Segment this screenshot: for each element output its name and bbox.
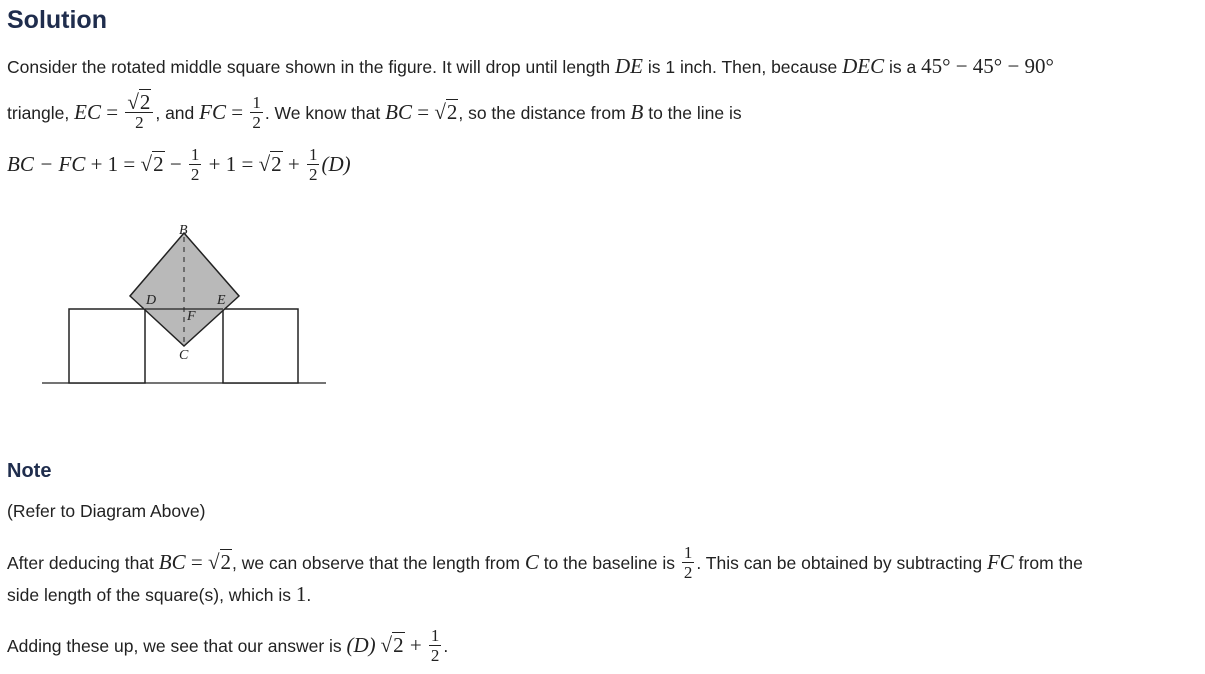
math-C: C — [524, 550, 539, 575]
radicand: 2 — [271, 152, 282, 177]
label-B: B — [179, 223, 188, 238]
sqrt-2: √2 — [380, 633, 404, 658]
text-run: is 1 inch. Then, because — [642, 57, 843, 77]
left-square — [69, 309, 145, 383]
text-run: , so the distance from — [458, 103, 631, 124]
text-run: Adding these up, we see that our answer is — [7, 636, 347, 657]
radicand: 2 — [153, 152, 164, 177]
fraction-numerator: 1 — [252, 93, 261, 112]
text-run: from the — [1013, 553, 1083, 574]
fraction-sqrt2-over-2 — [125, 90, 153, 132]
text-run: . This can be obtained by subtracting — [696, 553, 987, 574]
text-run: side length of the square(s), which is — [7, 585, 296, 605]
fraction-one-half — [307, 146, 320, 183]
math-BC-minus-FC: BC − FC — [7, 152, 86, 177]
math-FC: FC — [986, 550, 1014, 575]
math-minus: − — [164, 152, 187, 177]
solution-paragraph-1 — [7, 54, 1054, 79]
math-angles: 45° − 45° − 90° — [921, 54, 1054, 78]
fraction-numerator: 1 — [190, 145, 200, 164]
note-refer: (Refer to Diagram Above) — [7, 501, 206, 521]
fraction-denominator: 2 — [252, 113, 261, 132]
radical-sign: √ — [127, 90, 139, 114]
math-BC: BC — [158, 550, 186, 575]
text-run: . — [306, 585, 312, 605]
label-F: F — [187, 309, 196, 324]
text-run: . — [443, 636, 449, 657]
solution-heading: Solution — [7, 6, 107, 34]
note-paragraph-2 — [7, 582, 311, 607]
math-B: B — [630, 100, 644, 125]
solution-equation — [7, 145, 351, 185]
math-plus-one-equals: + 1 = — [203, 152, 259, 177]
radicand: 2 — [393, 633, 404, 658]
math-answer-D: (D) — [321, 152, 351, 177]
fraction-denominator: 2 — [430, 646, 440, 665]
text-run: triangle, — [7, 103, 75, 124]
math-equals: = — [100, 100, 124, 125]
text-run: to the baseline is — [538, 553, 680, 574]
math-plus-one-equals: + 1 = — [85, 152, 141, 177]
text-run: Consider the rotated middle square shown in the figure. It will drop until length — [7, 57, 615, 77]
fraction-one-half — [682, 544, 695, 581]
math-equals: = — [185, 550, 208, 575]
label-C: C — [179, 348, 189, 363]
sqrt-2: √2 — [207, 550, 231, 575]
text-run: is a — [884, 57, 922, 77]
math-answer-D: (D) — [346, 633, 376, 658]
math-EC: EC — [74, 100, 101, 125]
note-paragraph-1 — [7, 543, 1083, 583]
text-run: After deducing that — [7, 553, 159, 574]
label-D: D — [146, 293, 157, 308]
sqrt-2: √2 — [434, 100, 458, 125]
math-equals: = — [411, 100, 435, 125]
fraction-denominator: 2 — [190, 165, 200, 184]
sqrt-2: √2 — [140, 152, 164, 177]
fraction-denominator: 2 — [683, 563, 693, 582]
text-run: , and — [155, 103, 200, 124]
fraction-numerator: 1 — [430, 626, 440, 645]
note-paragraph-3 — [7, 626, 449, 666]
math-plus: + — [404, 633, 427, 658]
fraction-numerator: 1 — [683, 543, 693, 562]
math-equals: = — [225, 100, 249, 125]
radicand: 2 — [220, 550, 231, 575]
fraction-one-half — [429, 627, 442, 664]
right-square — [223, 309, 298, 383]
label-E: E — [217, 293, 226, 308]
math-one: 1 — [295, 582, 307, 606]
radicand: 2 — [139, 90, 151, 114]
radicand: 2 — [446, 100, 458, 125]
math-DE: DE — [614, 54, 643, 78]
fraction-one-half — [189, 146, 202, 183]
fraction-denominator: 2 — [135, 113, 144, 132]
math-FC: FC — [199, 100, 226, 125]
math-DEC: DEC — [842, 54, 885, 78]
text-run: . We know that — [264, 103, 386, 124]
sqrt-2: √2 — [258, 152, 282, 177]
math-plus: + — [282, 152, 305, 177]
fraction-denominator: 2 — [308, 165, 318, 184]
fraction-one-half — [250, 94, 263, 131]
text-run: to the line is — [643, 103, 742, 124]
solution-paragraph-2 — [7, 90, 742, 133]
squares-diagram — [35, 215, 335, 395]
text-run: , we can observe that the length from — [232, 553, 525, 574]
note-heading: Note — [7, 460, 52, 482]
math-BC: BC — [385, 100, 412, 125]
fraction-numerator: 1 — [308, 145, 318, 164]
